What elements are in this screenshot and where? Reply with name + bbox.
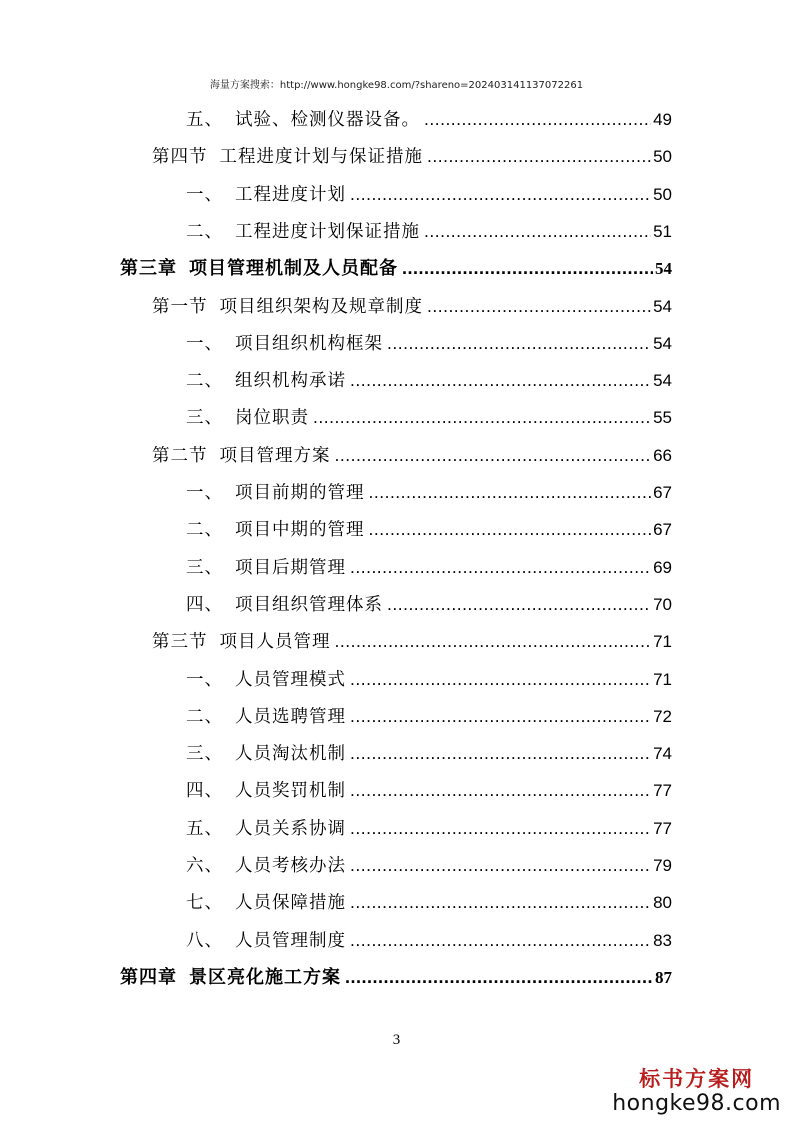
- toc-entry-text: 工程进度计划: [235, 184, 346, 205]
- toc-entry-item[interactable]: [186, 811, 672, 845]
- toc-entry-number: 五、: [186, 110, 223, 130]
- toc-dot-leader: [387, 587, 651, 621]
- toc-entry-number: 三、: [186, 408, 223, 429]
- toc-entry-text: 项目人员管理: [219, 632, 331, 653]
- toc-entry-number: 第四章: [120, 966, 177, 988]
- toc-entry-item[interactable]: [186, 475, 672, 509]
- toc-entry-text: 项目管理方案: [219, 445, 331, 466]
- toc-entry-text: 人员管理制度: [235, 930, 346, 951]
- toc-entry-title: [120, 961, 341, 995]
- toc-dot-leader: [387, 326, 651, 360]
- toc-entry-text: 项目中期的管理: [235, 520, 365, 541]
- toc-entry-page: 54: [653, 333, 672, 353]
- toc-dot-leader: [350, 773, 651, 807]
- toc-entry-item[interactable]: [186, 363, 672, 397]
- toc-dot-leader: [350, 885, 651, 919]
- toc-entry-page: 80: [653, 893, 672, 913]
- toc-entry-text: 景区亮化施工方案: [189, 966, 341, 988]
- toc-entry-page: 50: [653, 147, 672, 167]
- toc-entry-item[interactable]: [186, 699, 672, 733]
- toc-dot-leader: [402, 251, 653, 285]
- toc-entry-number: 一、: [186, 333, 223, 354]
- toc-entry-item[interactable]: [186, 177, 672, 211]
- toc-entry-item[interactable]: [186, 400, 672, 434]
- toc-entry-title: [186, 663, 346, 697]
- toc-dot-leader: [427, 139, 651, 173]
- toc-entry-title: [152, 140, 423, 174]
- toc-entry-text: 人员考核办法: [235, 856, 346, 876]
- toc-entry-number: 五、: [186, 818, 223, 839]
- toc-entry-page: 83: [653, 930, 672, 950]
- toc-entry-page: 66: [653, 445, 672, 465]
- toc-dot-leader: [369, 475, 652, 509]
- toc-entry-text: 项目前期的管理: [235, 483, 365, 503]
- toc-dot-leader: [345, 960, 653, 994]
- toc-dot-leader: [335, 438, 652, 472]
- toc-dot-leader: [424, 102, 651, 136]
- toc-entry-page: 67: [653, 483, 672, 502]
- toc-entry-number: 第三章: [120, 258, 177, 280]
- toc-entry-page: 67: [653, 520, 672, 540]
- toc-entry-page: 51: [653, 221, 672, 241]
- toc-entry-section[interactable]: [152, 139, 672, 173]
- toc-entry-page: 74: [653, 744, 672, 764]
- toc-entry-text: 工程进度计划与保证措施: [219, 147, 423, 168]
- toc-entry-title: [186, 551, 346, 585]
- toc-entry-title: [186, 215, 420, 249]
- toc-entry-page: 87: [655, 967, 672, 987]
- toc-entry-number: 四、: [186, 594, 223, 615]
- toc-entry-title: [152, 290, 423, 324]
- toc-entry-text: 岗位职责: [235, 408, 309, 429]
- toc-entry-item[interactable]: [186, 848, 672, 882]
- toc-entry-number: 二、: [186, 371, 223, 392]
- toc-entry-title: [186, 886, 346, 920]
- toc-entry-text: 人员关系协调: [235, 818, 346, 839]
- toc-entry-title: [186, 924, 346, 958]
- toc-entry-number: 二、: [186, 520, 223, 541]
- watermark-domain: hongke98.com: [612, 1091, 781, 1116]
- toc-entry-number: 一、: [186, 483, 223, 503]
- toc-dot-leader: [350, 923, 651, 957]
- toc-entry-text: 组织机构承诺: [235, 371, 346, 392]
- toc-entry-page: 70: [653, 594, 672, 614]
- toc-entry-text: 人员选聘管理: [235, 706, 346, 727]
- toc-entry-title: [186, 103, 420, 137]
- toc-entry-text: 项目组织管理体系: [235, 594, 383, 615]
- toc-dot-leader: [350, 736, 651, 770]
- toc-entry-section[interactable]: [152, 624, 672, 658]
- toc-entry-section[interactable]: [152, 289, 672, 323]
- toc-entry-page: 55: [653, 408, 672, 428]
- toc-entry-number: 六、: [186, 856, 223, 876]
- toc-dot-leader: [335, 624, 652, 658]
- toc-dot-leader: [350, 550, 651, 584]
- toc-entry-title: [186, 401, 309, 435]
- toc-dot-leader: [350, 177, 651, 211]
- toc-entry-title: [186, 364, 346, 398]
- toc-entry-title: [186, 178, 346, 212]
- toc-entry-number: 三、: [186, 557, 223, 578]
- toc-entry-number: 第三节: [152, 632, 208, 653]
- toc-entry-item[interactable]: [186, 736, 672, 770]
- toc-entry-title: [186, 812, 346, 846]
- toc-entry-text: 项目管理机制及人员配备: [189, 258, 398, 280]
- toc-entry-item[interactable]: [186, 512, 672, 546]
- toc-entry-title: [152, 625, 331, 659]
- toc-entry-number: 一、: [186, 184, 223, 205]
- toc-entry-item[interactable]: [186, 587, 672, 621]
- site-watermark: [612, 1063, 781, 1116]
- toc-entry-text: 项目组织机构框架: [235, 333, 383, 354]
- toc-entry-number: 三、: [186, 744, 223, 765]
- toc-entry-number: 二、: [186, 221, 223, 242]
- toc-entry-title: [186, 700, 346, 734]
- toc-entry-text: 人员保障措施: [235, 893, 346, 914]
- toc-entry-text: 项目组织架构及规章制度: [219, 296, 423, 317]
- toc-dot-leader: [350, 699, 651, 733]
- toc-entry-item[interactable]: [186, 214, 672, 248]
- toc-entry-number: 四、: [186, 781, 223, 802]
- toc-dot-leader: [424, 214, 651, 248]
- toc-entry-title: [186, 774, 346, 808]
- toc-entry-number: 第四节: [152, 147, 208, 168]
- toc-entry-page: 77: [653, 781, 672, 801]
- toc-entry-item[interactable]: [186, 885, 672, 919]
- toc-entry-page: 54: [653, 296, 672, 316]
- toc-entry-page: 49: [653, 110, 672, 129]
- toc-entry-item[interactable]: [186, 102, 672, 136]
- toc-dot-leader: [350, 848, 651, 882]
- toc-entry-title: [186, 476, 365, 510]
- watermark-title: 标书方案网: [639, 1066, 755, 1091]
- toc-entry-number: 一、: [186, 669, 223, 690]
- toc-dot-leader: [350, 662, 651, 696]
- toc-entry-title: [186, 588, 383, 622]
- toc-entry-chapter[interactable]: [120, 960, 672, 994]
- toc-entry-item[interactable]: [186, 662, 672, 696]
- toc-entry-page: 77: [653, 818, 672, 838]
- toc-entry-title: [186, 327, 383, 361]
- toc-entry-text: 项目后期管理: [235, 557, 346, 578]
- toc-entry-text: 工程进度计划保证措施: [235, 221, 420, 242]
- toc-entry-number: 七、: [186, 893, 223, 914]
- toc-entry-number: 第二节: [152, 445, 208, 466]
- toc-entry-title: [186, 849, 346, 883]
- toc-entry-page: 79: [653, 856, 672, 875]
- toc-entry-text: 人员淘汰机制: [235, 744, 346, 765]
- toc-dot-leader: [313, 400, 651, 434]
- header-url: 海量方案搜索：http://www.hongke98.com/?shareno=202403141137072261: [209, 80, 584, 91]
- toc-entry-title: [186, 737, 346, 771]
- toc-dot-leader: [369, 512, 652, 546]
- toc-entry-title: [152, 439, 331, 473]
- toc-dot-leader: [350, 363, 651, 397]
- page-number: 3: [392, 1032, 401, 1048]
- toc-entry-page: 71: [653, 669, 672, 689]
- toc-entry-page: 54: [653, 371, 672, 391]
- toc-entry-number: 八、: [186, 930, 223, 951]
- toc-entry-number: 二、: [186, 706, 223, 727]
- toc-dot-leader: [427, 289, 651, 323]
- toc-entry-page: 72: [653, 706, 672, 726]
- toc-dot-leader: [350, 811, 651, 845]
- toc-entry-item[interactable]: [186, 923, 672, 957]
- toc-entry-page: 50: [653, 184, 672, 204]
- toc-entry-chapter[interactable]: [120, 251, 672, 285]
- toc-entry-section[interactable]: [152, 438, 672, 472]
- toc-entry-number: 第一节: [152, 296, 208, 317]
- toc-entry-page: 71: [653, 632, 672, 652]
- toc-entry-page: 54: [655, 259, 672, 279]
- toc-entry-page: 69: [653, 557, 672, 577]
- toc-entry-text: 试验、检测仪器设备。: [235, 110, 420, 130]
- toc-entry-item[interactable]: [186, 326, 672, 360]
- toc-entry-title: [120, 252, 398, 286]
- toc-entry-title: [186, 513, 365, 547]
- toc-entry-text: 人员管理模式: [235, 669, 346, 690]
- toc-entry-text: 人员奖罚机制: [235, 781, 346, 802]
- toc-entry-item[interactable]: [186, 550, 672, 584]
- toc-entry-item[interactable]: [186, 773, 672, 807]
